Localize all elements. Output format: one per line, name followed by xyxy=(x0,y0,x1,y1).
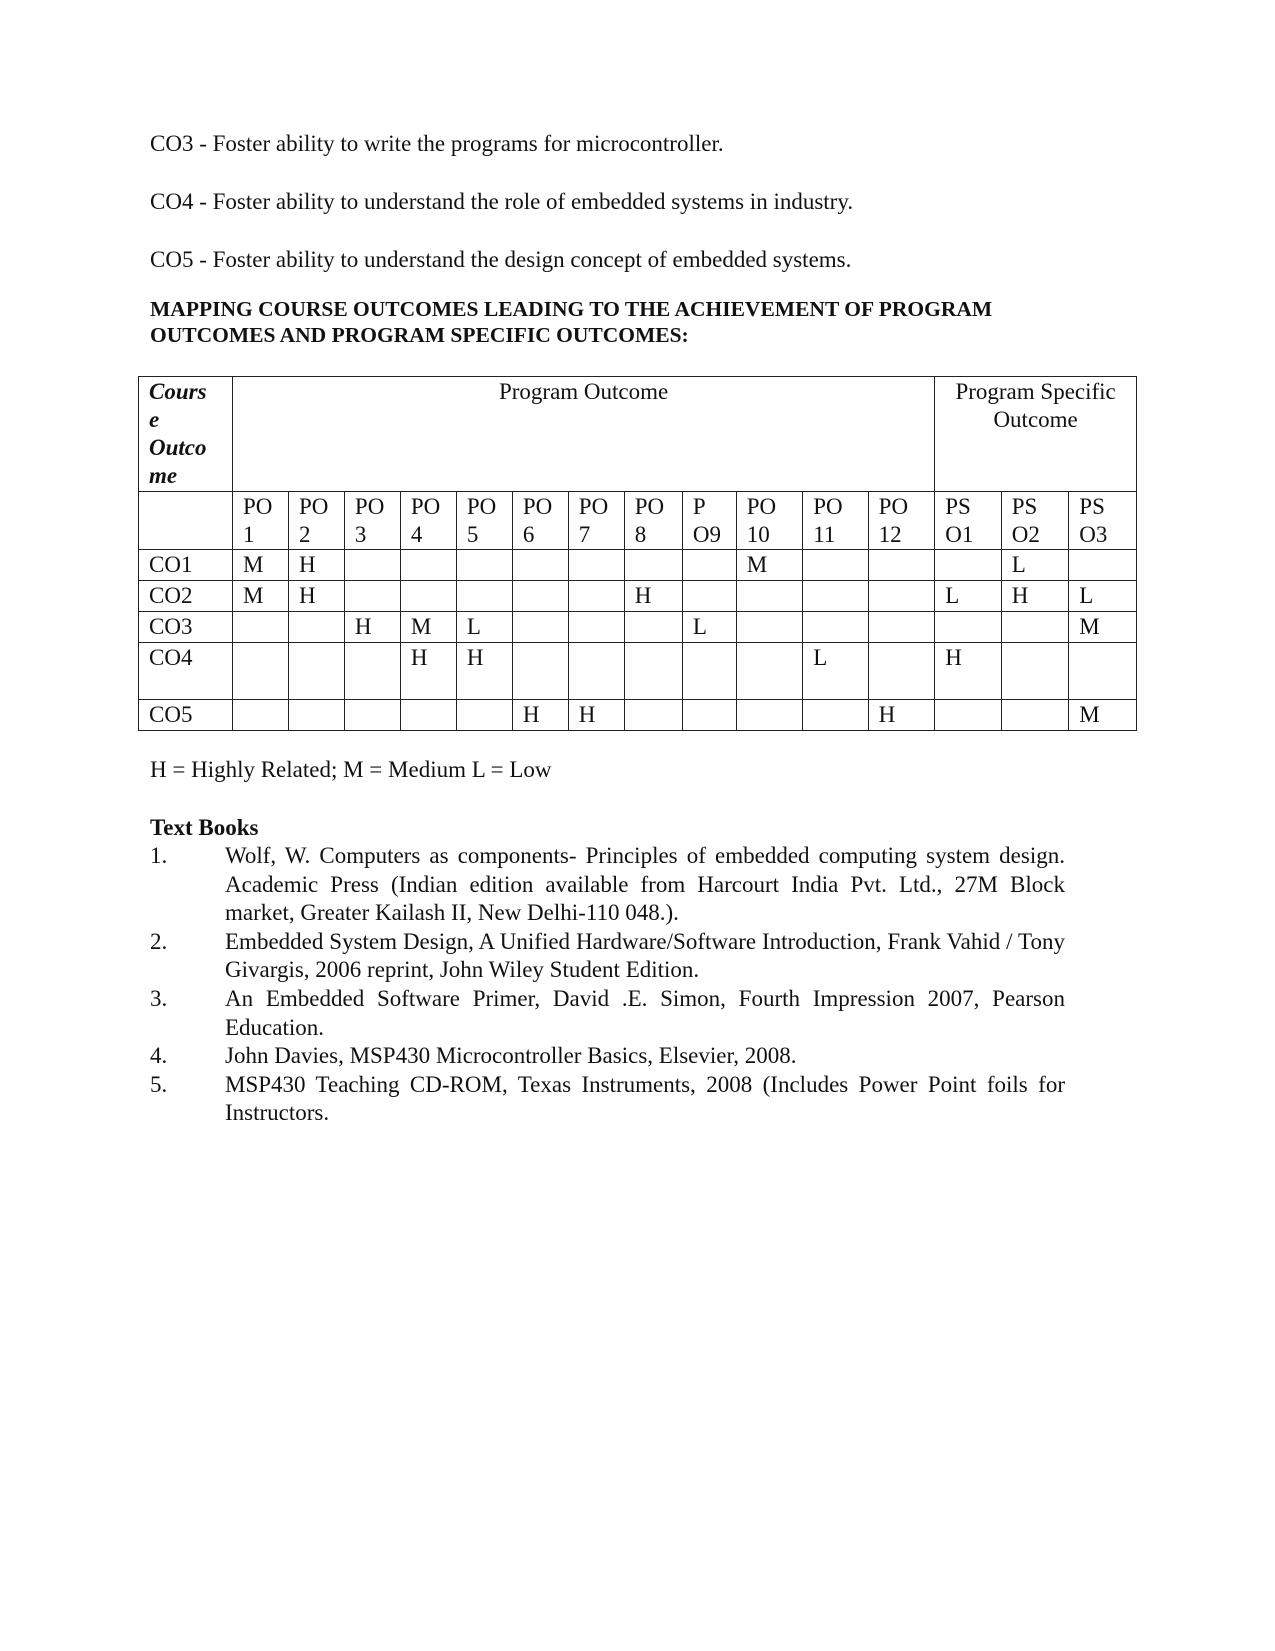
column-header-line: PO xyxy=(746,494,777,519)
table-cell xyxy=(344,643,400,700)
column-header xyxy=(624,492,682,550)
text-books-title: Text Books xyxy=(150,815,259,840)
table-cell xyxy=(682,700,736,731)
row-header: CO2 xyxy=(139,581,233,612)
column-header-line: P xyxy=(692,494,706,519)
column-header xyxy=(344,492,400,550)
column-header xyxy=(456,492,512,550)
table-cell xyxy=(1069,550,1137,581)
table-cell: H xyxy=(400,643,456,700)
column-header-line: PS xyxy=(1079,494,1105,519)
table-cell xyxy=(682,550,736,581)
table-cell: M xyxy=(1069,700,1137,731)
table-column-header-row xyxy=(139,492,1137,550)
column-header-line: PO xyxy=(522,494,553,519)
program-outcome-header: Program Outcome xyxy=(232,377,934,492)
column-header-line: PO xyxy=(878,494,909,519)
table-cell xyxy=(288,700,344,731)
table-cell: L xyxy=(803,643,868,700)
list-item-text: MSP430 Teaching CD-ROM, Texas Instruments, 2008 (Includes Power Point foils for Instructors. xyxy=(225,1071,1065,1126)
column-header-line: O9 xyxy=(692,522,721,547)
column-header xyxy=(1001,492,1069,550)
table-cell xyxy=(736,581,803,612)
table-cell xyxy=(512,550,568,581)
column-header-line: 4 xyxy=(410,522,423,547)
table-cell: L xyxy=(935,581,1002,612)
table-cell: H xyxy=(935,643,1002,700)
table-cell: H xyxy=(1001,581,1069,612)
table-row xyxy=(139,581,1137,612)
course-outcome-header xyxy=(139,377,233,492)
column-header xyxy=(803,492,868,550)
table-row xyxy=(139,612,1137,643)
row-header: CO3 xyxy=(139,612,233,643)
list-item xyxy=(150,1042,1065,1071)
course-outcome-header-line: Cours xyxy=(149,379,207,404)
table-cell xyxy=(512,643,568,700)
table-cell xyxy=(232,700,288,731)
text-books-list xyxy=(150,842,1065,1128)
column-header xyxy=(400,492,456,550)
course-outcome-header-line: e xyxy=(149,407,160,432)
list-item-text: Embedded System Design, A Unified Hardware/Software Introduction, Frank Vahid / Tony Givargis, 2006 reprint, John Wiley Student Edition. xyxy=(225,928,1065,983)
table-cell: M xyxy=(232,581,288,612)
table-cell xyxy=(232,612,288,643)
column-header xyxy=(1069,492,1137,550)
table-row xyxy=(139,550,1137,581)
column-header-line: 7 xyxy=(578,522,591,547)
table-cell: H xyxy=(624,581,682,612)
column-header-line: PO xyxy=(466,494,497,519)
list-item xyxy=(150,985,1065,1042)
column-header-line: 1 xyxy=(242,522,255,547)
list-item xyxy=(150,928,1065,985)
table-cell xyxy=(736,700,803,731)
table-cell xyxy=(803,700,868,731)
table-cell xyxy=(868,550,935,581)
list-item-text: An Embedded Software Primer, David .E. Simon, Fourth Impression 2007, Pearson Education. xyxy=(225,985,1065,1040)
table-cell xyxy=(512,581,568,612)
table-cell: L xyxy=(1069,581,1137,612)
table-cell xyxy=(868,612,935,643)
legend: H = Highly Related; M = Medium L = Low xyxy=(150,757,552,782)
table-group-header-row xyxy=(139,377,1137,492)
column-header-line: 2 xyxy=(298,522,311,547)
table-cell: M xyxy=(232,550,288,581)
pso-header-line: Outcome xyxy=(993,407,1078,432)
table-cell xyxy=(935,550,1002,581)
mapping-heading: MAPPING COURSE OUTCOMES LEADING TO THE ACHIEVEMENT OF PROGRAM OUTCOMES AND PROGRAM SPECIFIC OUTCOMES: xyxy=(150,297,993,347)
table-cell: H xyxy=(868,700,935,731)
course-outcome-co5: CO5 - Foster ability to understand the design concept of embedded systems. xyxy=(150,247,852,272)
row-header: CO1 xyxy=(139,550,233,581)
table-cell xyxy=(288,612,344,643)
column-header-line: 6 xyxy=(522,522,535,547)
table-cell: M xyxy=(736,550,803,581)
table-cell xyxy=(803,581,868,612)
column-header xyxy=(736,492,803,550)
table-cell xyxy=(456,550,512,581)
table-cell xyxy=(568,581,624,612)
table-cell xyxy=(1001,700,1069,731)
column-header xyxy=(288,492,344,550)
course-outcome-co3: CO3 - Foster ability to write the programs for microcontroller. xyxy=(150,131,724,156)
blank-header-cell xyxy=(139,492,233,550)
table-cell: H xyxy=(568,700,624,731)
table-cell: L xyxy=(1001,550,1069,581)
table-cell xyxy=(868,643,935,700)
table-cell: M xyxy=(1069,612,1137,643)
table-cell xyxy=(736,643,803,700)
column-header-line: PO xyxy=(298,494,329,519)
list-item-number: 5. xyxy=(150,1071,168,1097)
list-item-number: 2. xyxy=(150,928,168,954)
column-header xyxy=(232,492,288,550)
table-cell xyxy=(512,612,568,643)
table-cell xyxy=(400,700,456,731)
table-cell xyxy=(1001,643,1069,700)
list-item-number: 3. xyxy=(150,985,168,1011)
course-outcome-header-line: Outco xyxy=(149,435,207,460)
column-header-line: 10 xyxy=(746,522,770,547)
column-header-line: PO xyxy=(410,494,441,519)
table-cell: M xyxy=(400,612,456,643)
column-header xyxy=(935,492,1002,550)
row-header: CO4 xyxy=(139,643,233,700)
column-header xyxy=(682,492,736,550)
list-item xyxy=(150,842,1065,928)
table-cell xyxy=(624,550,682,581)
mapping-table xyxy=(138,376,1137,731)
table-cell: H xyxy=(344,612,400,643)
column-header-line: 12 xyxy=(878,522,902,547)
table-cell xyxy=(1001,612,1069,643)
column-header-line: PO xyxy=(813,494,843,519)
table-cell: L xyxy=(456,612,512,643)
table-cell xyxy=(624,700,682,731)
column-header-line: PO xyxy=(354,494,385,519)
course-outcome-header-line: me xyxy=(149,463,178,488)
table-cell xyxy=(456,581,512,612)
table-cell xyxy=(344,581,400,612)
table-cell: H xyxy=(288,581,344,612)
column-header-line: O3 xyxy=(1079,522,1108,547)
column-header-line: 5 xyxy=(466,522,479,547)
table-cell xyxy=(624,612,682,643)
column-header-line: PO xyxy=(578,494,609,519)
table-cell xyxy=(568,550,624,581)
table-cell xyxy=(935,612,1002,643)
table-cell xyxy=(868,581,935,612)
pso-header-line: Program Specific xyxy=(955,379,1116,404)
mapping-table-body xyxy=(139,377,1137,731)
program-specific-outcome-header xyxy=(935,377,1137,492)
table-cell xyxy=(803,612,868,643)
list-item xyxy=(150,1071,1065,1128)
list-item-number: 4. xyxy=(150,1043,168,1069)
table-row xyxy=(139,643,1137,700)
table-cell xyxy=(624,643,682,700)
table-cell: H xyxy=(288,550,344,581)
column-header xyxy=(568,492,624,550)
column-header-line: 11 xyxy=(813,522,836,547)
list-item-text: Wolf, W. Computers as components- Principles of embedded computing system design. Academic Press (Indian edition available from Harcourt India Pvt. Ltd., 27M Block market, Greater Kailash II, New Delhi-110 048.). xyxy=(225,843,1065,926)
table-cell xyxy=(736,612,803,643)
table-cell xyxy=(400,581,456,612)
row-header: CO5 xyxy=(139,700,233,731)
table-cell xyxy=(682,643,736,700)
table-cell: H xyxy=(456,643,512,700)
table-cell xyxy=(288,643,344,700)
table-cell xyxy=(344,700,400,731)
column-header xyxy=(868,492,935,550)
table-cell xyxy=(456,700,512,731)
table-cell xyxy=(935,700,1002,731)
list-item-number: 1. xyxy=(150,843,168,868)
course-outcome-co4: CO4 - Foster ability to understand the role of embedded systems in industry. xyxy=(150,189,854,214)
table-cell xyxy=(682,581,736,612)
table-cell xyxy=(344,550,400,581)
table-cell: L xyxy=(682,612,736,643)
column-header-line: 8 xyxy=(634,522,647,547)
list-item-text: John Davies, MSP430 Microcontroller Basics, Elsevier, 2008. xyxy=(225,1043,797,1069)
table-cell xyxy=(803,550,868,581)
table-cell xyxy=(568,643,624,700)
column-header-line: O2 xyxy=(1011,522,1040,547)
table-cell xyxy=(568,612,624,643)
table-row xyxy=(139,700,1137,731)
table-cell xyxy=(1069,643,1137,700)
column-header-line: PO xyxy=(242,494,273,519)
column-header-line: PO xyxy=(634,494,665,519)
column-header-line: O1 xyxy=(945,522,974,547)
table-cell: H xyxy=(512,700,568,731)
column-header-line: PS xyxy=(945,494,971,519)
column-header-line: 3 xyxy=(354,522,367,547)
table-cell xyxy=(400,550,456,581)
column-header xyxy=(512,492,568,550)
table-cell xyxy=(232,643,288,700)
column-header-line: PS xyxy=(1011,494,1038,519)
